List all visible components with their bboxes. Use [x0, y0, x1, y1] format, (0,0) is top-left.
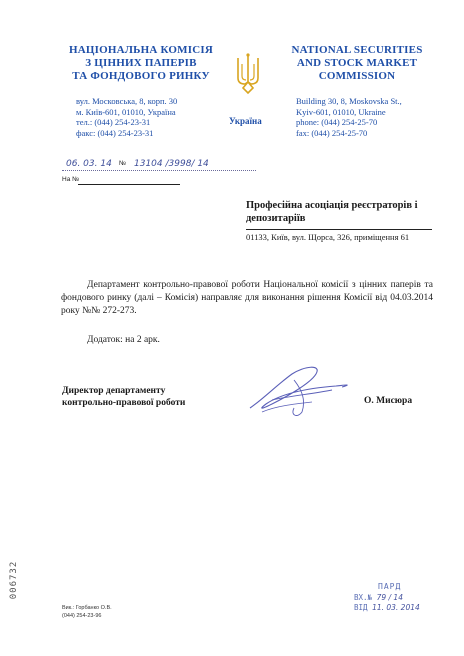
- vertical-serial-number: [2, 550, 30, 610]
- letterhead-right-line3: COMMISSION: [318, 70, 396, 82]
- reference-label: На №: [62, 176, 80, 183]
- attachment-note: Додаток: на 2 арк.: [87, 335, 160, 345]
- country-label: Україна: [229, 116, 262, 126]
- reference-underline: [78, 184, 180, 185]
- letterhead-right-line2: AND STOCK MARKET: [296, 57, 418, 69]
- vertical-serial-text: 006732: [9, 560, 19, 600]
- trident-emblem-icon: [233, 52, 263, 96]
- letterhead-left-line2: З ЦІННИХ ПАПЕРІВ: [85, 57, 197, 69]
- reference-line: [62, 176, 180, 186]
- signer-title-line1: Директор департаменту: [62, 386, 166, 396]
- stamp-date-value: 11. 03. 2014: [372, 603, 420, 612]
- stamp-date-row: [354, 603, 420, 612]
- incoming-stamp: [352, 582, 436, 624]
- letterhead-right-line1: NATIONAL SECURITIES: [291, 44, 423, 56]
- letterhead-right-phone: phone: (044) 254-25-70: [296, 117, 378, 127]
- letterhead-left-address: [76, 96, 226, 138]
- letterhead-left-line1: НАЦІОНАЛЬНА КОМІСІЯ: [68, 44, 213, 56]
- signer-name: О. Мисюра: [364, 396, 413, 406]
- stamp-title: ПАРД: [378, 582, 402, 591]
- letterhead-left-address1: вул. Московська, 8, корп. 30: [76, 96, 178, 106]
- signer-title-line2: контрольно-правової роботи: [62, 398, 186, 408]
- letterhead-left-line3: ТА ФОНДОВОГО РИНКУ: [72, 70, 210, 82]
- executor-phone: (044) 254-23-96: [62, 613, 102, 619]
- recipient-name: Професійна асоціація реєстраторів і депозитаріїв: [246, 200, 418, 224]
- registration-date: 06. 03. 14: [66, 159, 112, 169]
- stamp-incoming-row: [354, 593, 403, 602]
- signer-title: [62, 385, 185, 409]
- letterhead-left-title: [58, 44, 224, 83]
- stamp-date-label: ВІД: [354, 603, 368, 612]
- recipient-address: 01133, Київ, вул. Щорса, 326, приміщення 61: [246, 229, 432, 242]
- letterhead-right-address1: Building 30, 8, Moskovska St.,: [296, 96, 402, 106]
- handwritten-signature: [232, 360, 362, 420]
- letterhead-right-address: [296, 96, 436, 138]
- registration-underline: [62, 170, 256, 171]
- letterhead-left-fax: факс: (044) 254-23-31: [76, 127, 154, 138]
- registration-line: [62, 159, 256, 171]
- stamp-incoming-label: ВХ.№: [354, 593, 373, 602]
- letter-body: Департамент контрольно-правової роботи Національної комісії з цінних паперів та фондового ринку (далі – Комісія) направляє для виконання рішення Комісії від 04.03.2014 року №№ 272-273.: [61, 280, 433, 316]
- letterhead-left-address2: м. Київ-601, 01010, Україна: [76, 106, 176, 117]
- executor-name: Вик.: Горбанко О.В.: [62, 605, 112, 611]
- letterhead-left-phone: тел.: (044) 254-23-31: [76, 117, 151, 127]
- letterhead-right-address2: Kyiv-601, 01010, Ukraine: [296, 106, 386, 117]
- letterhead-right-fax: fax: (044) 254-25-70: [296, 127, 368, 138]
- executor-block: [62, 604, 112, 620]
- registration-number-label: №: [119, 160, 126, 167]
- registration-number: 13104 /3998/ 14: [134, 159, 209, 169]
- letterhead-right-title: [282, 44, 432, 83]
- stamp-incoming-value: 79 / 14: [376, 593, 403, 602]
- recipient-block: [246, 199, 432, 242]
